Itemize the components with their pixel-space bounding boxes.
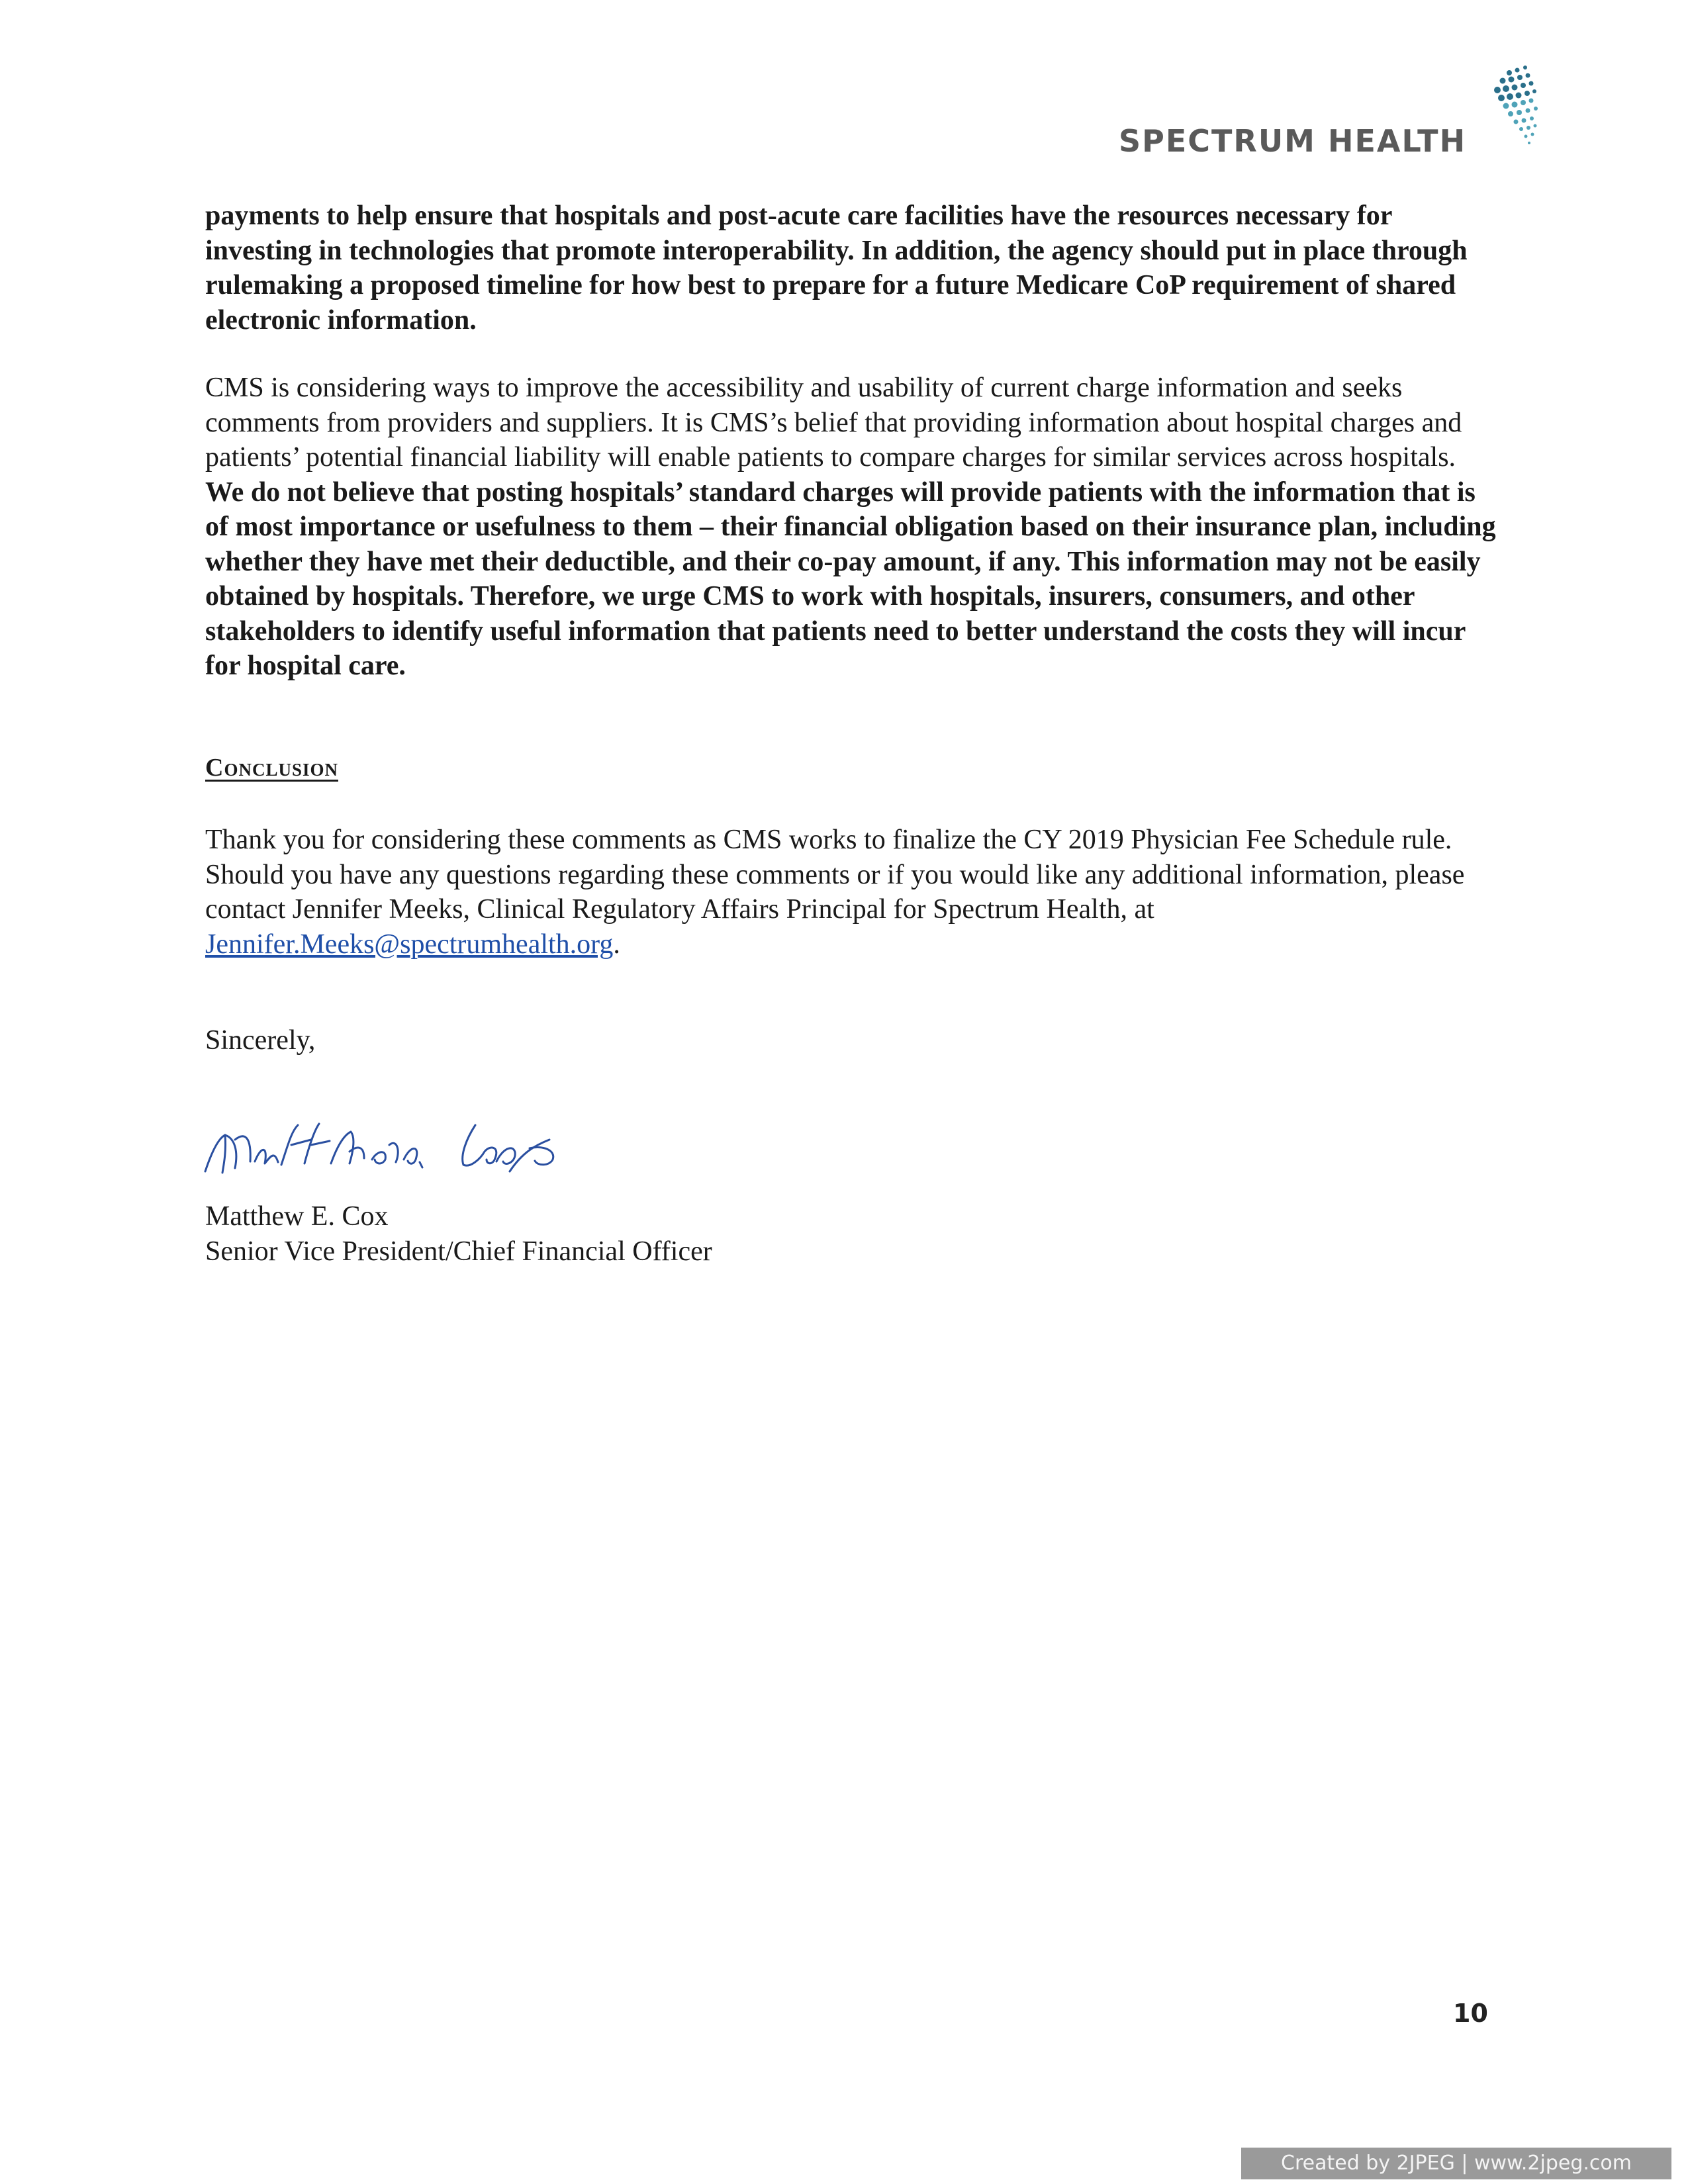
- watermark-banner: Created by 2JPEG | www.2jpeg.com: [1241, 2148, 1671, 2179]
- logo-text: SPECTRUM HEALTH: [1119, 123, 1467, 159]
- paragraph-regular-text: CMS is considering ways to improve the accessibility and usability of current charge information and seeks comments from providers and suppliers. It is CMS’s belief that providing information about hospital charges and patients’ potential financial liability will enable patients to compare charges for similar services across hospitals.: [205, 373, 1462, 473]
- paragraph-charge-information: [205, 371, 1496, 684]
- paragraph-bold-text: We do not believe that posting hospitals’ standard charges will provide patients with the information that is of most importance or usefulness to them – their financial obligation based on their insurance plan, including whether they have met their deductible, and their co-pay amount, if any. This information may not be easily obtained by hospitals. Therefore, we urge CMS to work with hospitals, insurers, consumers, and other stakeholders to identify useful information that patients need to better understand the costs they will incur for hospital care.: [205, 477, 1496, 681]
- paragraph-conclusion: [205, 823, 1496, 962]
- paragraph-after-link: .: [613, 929, 620, 960]
- paragraph-text: [205, 371, 1496, 684]
- email-link[interactable]: Jennifer.Meeks@spectrumhealth.org: [205, 929, 614, 960]
- conclusion-heading: Conclusion: [205, 754, 338, 782]
- paragraph-before-link: Thank you for considering these comments as CMS works to finalize the CY 2019 Physician Fee Schedule rule. Should you have any questions regarding these comments or if you would like any additional information, please contact Jennifer Meeks, Clinical Regulatory Affairs Principal for Spectrum Health, at: [205, 825, 1465, 925]
- handwritten-signature: [199, 1099, 596, 1191]
- page-number: 10: [1453, 1999, 1488, 2028]
- closing-salutation: Sincerely,: [205, 1025, 316, 1056]
- paragraph-interoperability: [205, 199, 1496, 338]
- paragraph-text: payments to help ensure that hospitals and post-acute care facilities have the resources necessary for investing in technologies that promote interoperability. In addition, the agency should put in place through rulemaking a proposed timeline for how best to prepare for a future Medicare CoP requirement of shared electronic information.: [205, 201, 1468, 336]
- signer-name: Matthew E. Cox: [205, 1201, 389, 1232]
- signer-block: [205, 1199, 712, 1269]
- logo-mark-icon: [1470, 60, 1542, 159]
- paragraph-text: [205, 823, 1496, 962]
- spectrum-health-logo: [1119, 60, 1556, 165]
- signer-title: Senior Vice President/Chief Financial Officer: [205, 1236, 712, 1267]
